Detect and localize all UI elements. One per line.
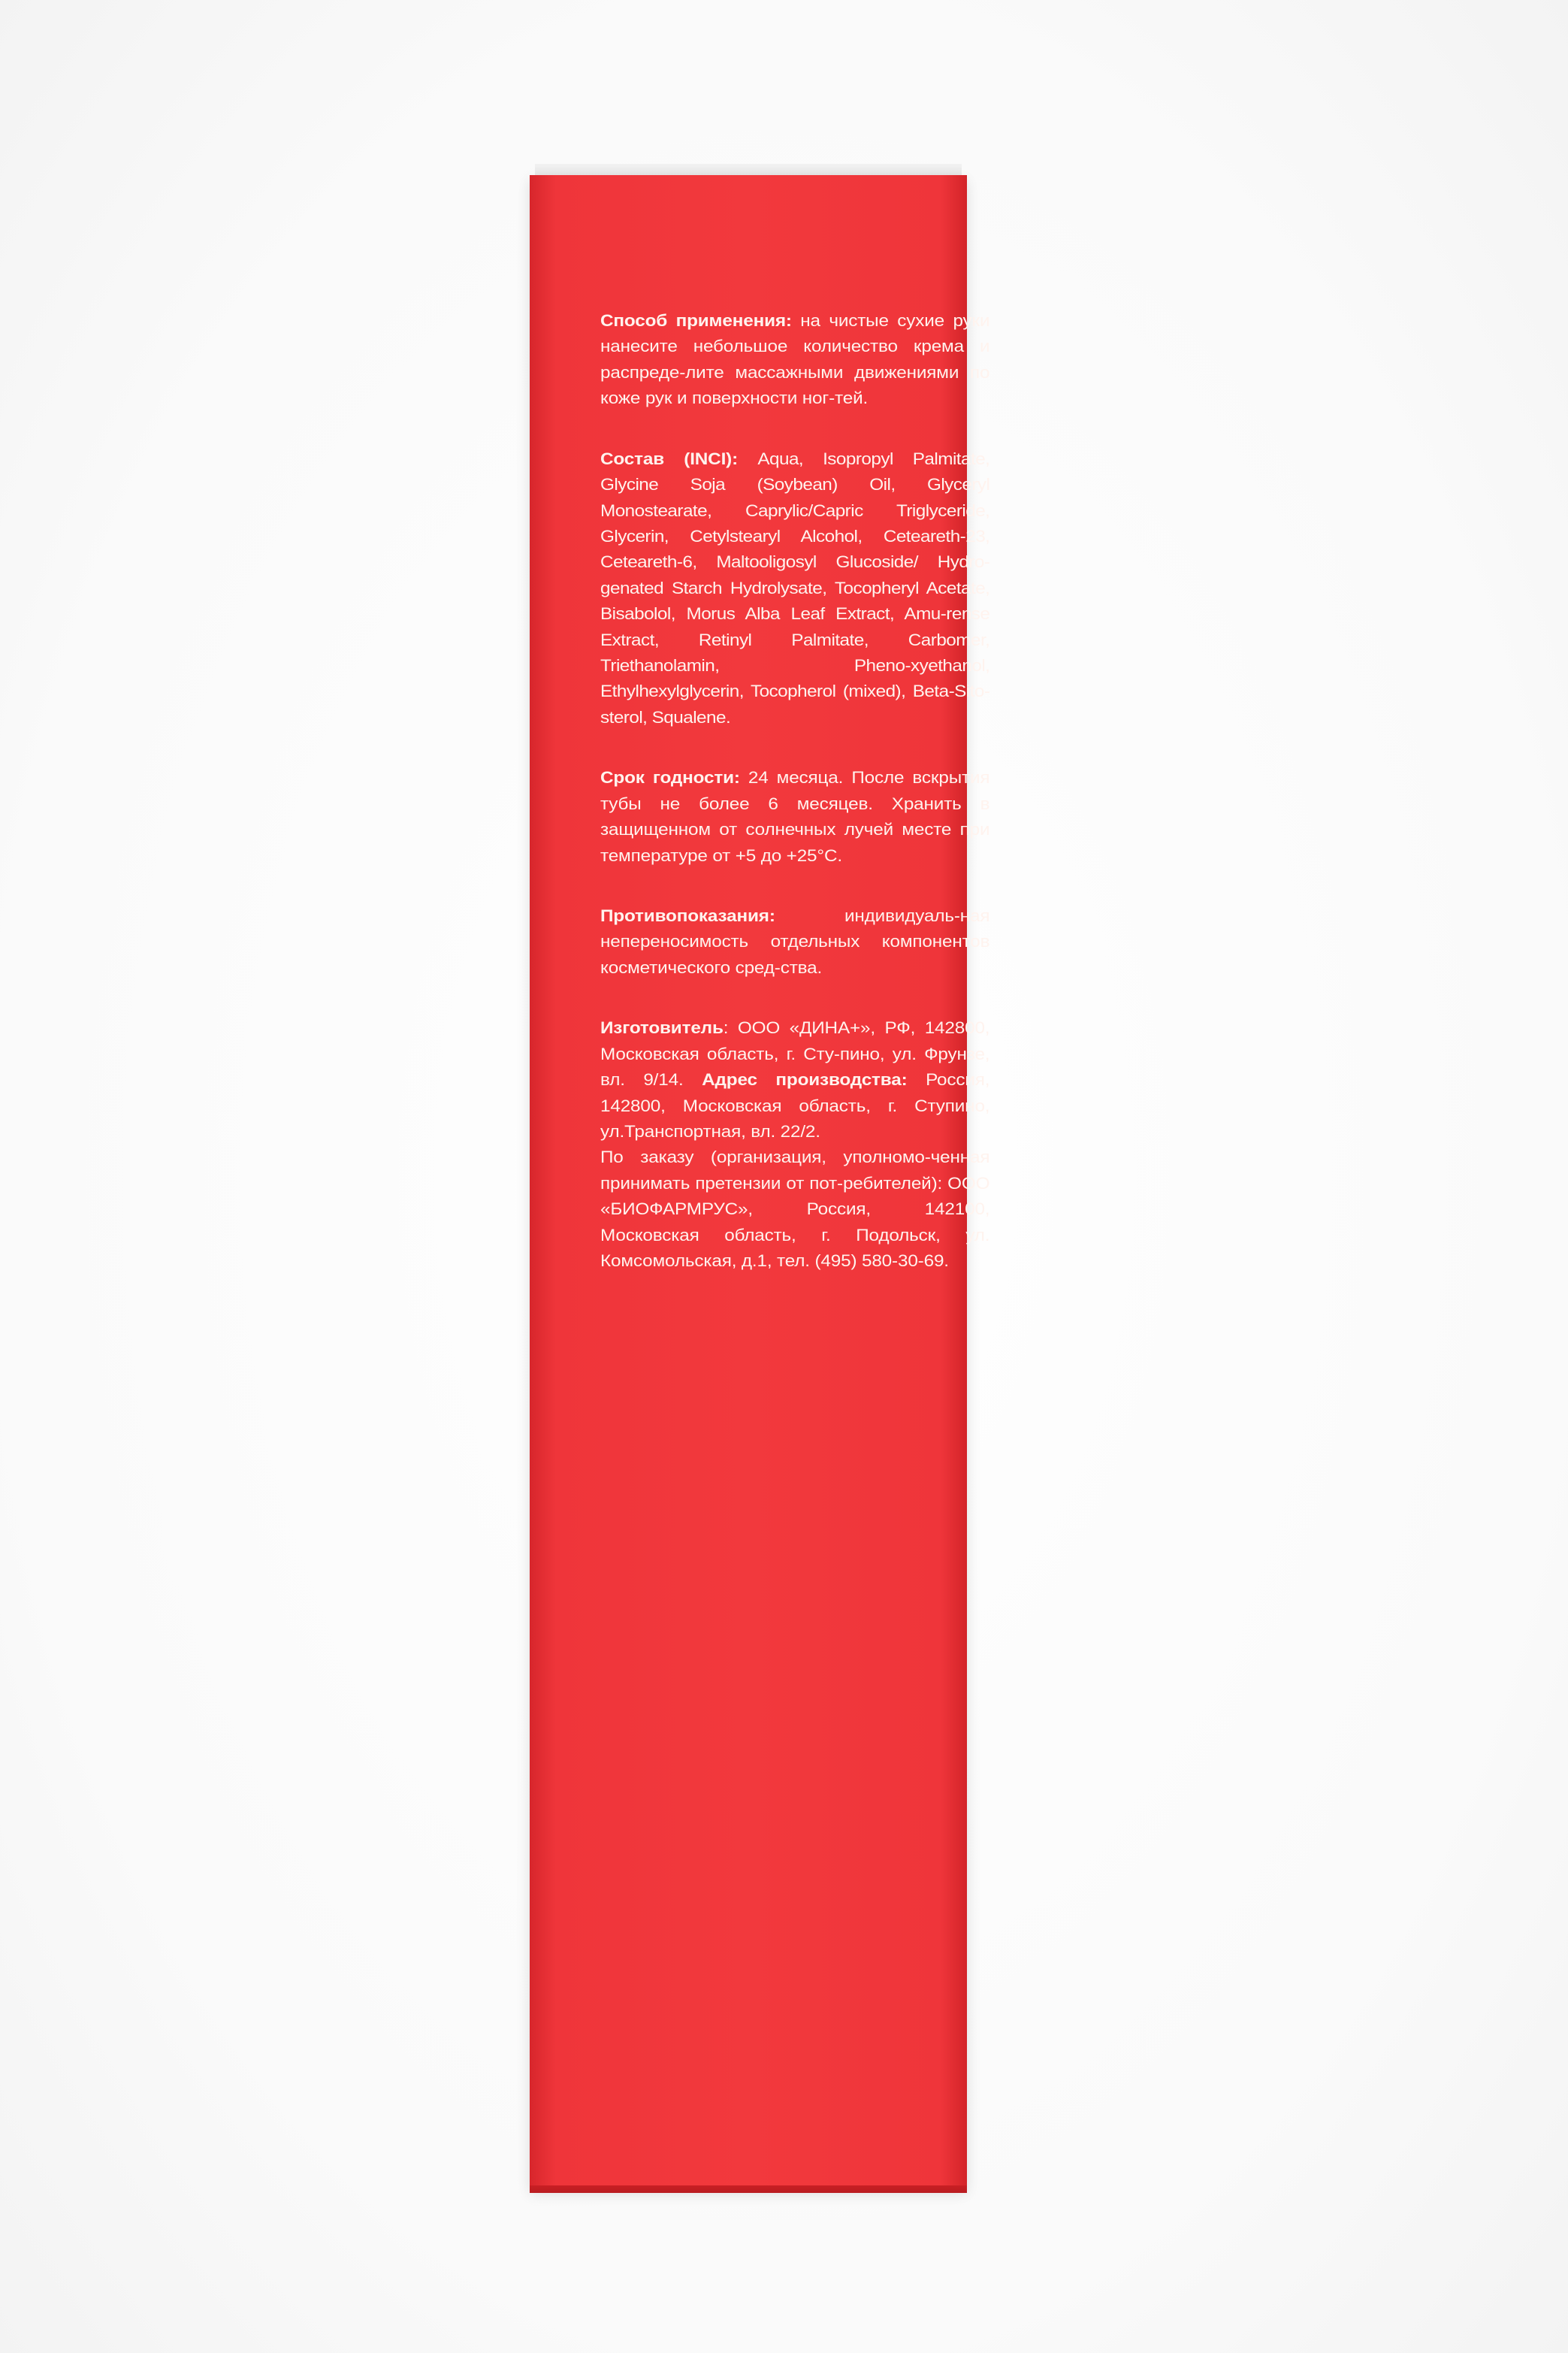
production-address-text: Россия, 142800, Московская область, г. Ступино, ул.Транспортная, вл. 22/2. — [600, 1070, 990, 1141]
usage-label: Способ применения: — [600, 311, 792, 330]
manufacturer-text: : ООО «ДИНА+», РФ, 142800, Московская область, г. Сту-пино, ул. Фрунзе, вл. 9/14. — [600, 1018, 990, 1090]
production-address-label: Адрес производства: — [702, 1070, 908, 1090]
usage-section — [600, 308, 989, 412]
box-bottom-edge — [530, 2185, 967, 2193]
usage-text: на чистые сухие руки нанесите небольшое количество крема и распреде-лите массажными движениями по коже рук и поверхности ног-тей. — [600, 311, 990, 408]
ingredients-text: Aqua, Isopropyl Palmitate, Glycine Soja (Soybean) Oil, Glyceryl Monostearate, Caprylic/Capric Triglyceride, Glycerin, Cetylstearyl Alcohol, Ceteareth-23, Ceteareth-6, Maltooligosyl Glucoside/ Hydro-genated Starch Hydrolysate, Tocopheryl Acetate, Bisabolol, Morus Alba Leaf Extract, Amu-rense Extract, Retinyl Palmitate, Carbomer, Triethanolamin, Pheno-xyethanol, Ethylhexylglycerin, Tocopherol (mixed), Beta-Sito-sterol, Squalene. — [600, 449, 990, 727]
ingredients-label: Состав (INCI): — [600, 449, 739, 468]
contraindications-section — [600, 903, 989, 981]
ordered-by-text: По заказу (организация, уполномо-ченная принимать претензии от пот-ребителей): ООО «БИОФАРМРУС», Россия, 142100, Московская область, г. Подольск, ул. Комсомольская, д.1, тел. (495) 580-30-69. — [600, 1148, 990, 1271]
ingredients-section — [600, 446, 989, 731]
contraindications-text: индивидуаль-ная непереносимость отдельных компонентов косметического сред-ства. — [600, 906, 990, 977]
shelf-life-section — [600, 765, 989, 869]
contraindications-label: Противопоказания: — [600, 906, 775, 926]
manufacturer-label: Изготовитель — [600, 1018, 724, 1038]
shelf-life-text: 24 месяца. После вскрытия тубы не более 6 месяцев. Хранить в защищенном от солнечных лучей месте при температуре от +5 до +25°С. — [600, 768, 990, 865]
manufacturer-section — [600, 1015, 989, 1274]
shelf-life-label: Срок годности: — [600, 768, 740, 788]
box-text-panel — [600, 308, 989, 1309]
